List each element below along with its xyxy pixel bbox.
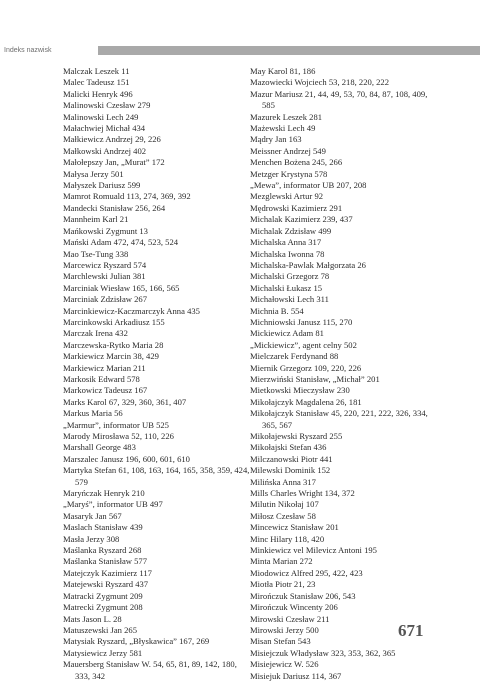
index-entry: Malczak Leszek 11 [63,66,130,76]
index-entry: Mirończuk Wincenty 206 [250,602,338,613]
index-entry: May Karol 81, 186 [250,66,316,76]
running-header-title: Indeks nazwisk [0,46,98,55]
index-entry: Matrecki Zygmunt 208 [63,602,143,613]
index-entry: Mickiewicz Adam 81 [250,328,324,339]
index-entry: Mażewski Lech 49 [250,123,316,134]
index-entry: Małyszek Dariusz 599 [63,180,141,191]
index-entry: Maryńczak Henryk 210 [63,488,145,499]
index-entry: „Marmur”, informator UB 525 [63,419,169,430]
index-entry: Mikołajczyk Magdalena 26, 181 [250,396,362,407]
index-entry: Matejczyk Kazimierz 117 [63,567,152,578]
index-entry: Maslach Stanisław 439 [63,522,143,533]
index-entry: Milewski Dominik 152 [250,465,331,476]
index-entry: Marshall George 483 [63,442,136,453]
index-entry: Marody Mirosława 52, 110, 226 [63,431,174,441]
index-entry: Matysiak Ryszard, „Błyskawica” 167, 269 [63,636,210,647]
index-entry: Michalak Kazimierz 239, 437 [250,214,353,225]
index-entry: Mazur Mariusz 21, 44, 49, 53, 70, 84, 87, 108, 409, 585 [250,88,428,111]
index-entry: Markiewicz Marian 211 [63,362,146,373]
index-entry: Markus Maria 56 [63,408,123,419]
index-entry: Maślanka Ryszard 268 [63,545,142,556]
index-column-left [63,66,251,682]
index-entry: Minc Hilary 118, 420 [250,533,325,544]
index-entry: Miotła Piotr 21, 23 [250,579,316,590]
index-entry: Milutin Nikołaj 107 [250,499,319,510]
index-entry: Misiejuk Dariusz 114, 367 [250,670,342,681]
index-entry: Mietkowski Mieczysław 230 [250,385,350,396]
index-entry: Mikołajewski Ryszard 255 [250,431,343,441]
index-entry: Mikołajski Stefan 436 [250,442,327,453]
index-entry: Mielczarek Ferdynand 88 [250,351,339,362]
index-entry: Marcewicz Ryszard 574 [63,259,147,270]
index-entry: Marczewska-Rytko Maria 28 [63,339,164,350]
index-entry: Michalska Anna 317 [250,237,322,248]
index-entry: Michalska-Pawlak Małgorzata 26 [250,259,366,270]
index-entry: Masaryk Jan 567 [63,510,122,521]
index-entry: Małkiewicz Andrzej 29, 226 [63,134,161,145]
index-entry: Markowicz Tadeusz 167 [63,385,148,396]
index-entry: Mazowiecki Wojciech 53, 218, 220, 222 [250,77,390,88]
index-entry: Michałowski Lech 311 [250,294,329,305]
index-entry: Mański Adam 472, 474, 523, 524 [63,237,179,248]
index-entry: Matejewski Ryszard 437 [63,579,149,590]
index-entry: Maślanka Stanisław 577 [63,556,148,567]
running-header [0,46,480,55]
index-entry: Małkowski Andrzej 402 [63,145,147,156]
index-entry: Marciniak Zdzisław 267 [63,294,148,305]
index-entry: Marks Karol 67, 329, 360, 361, 407 [63,396,187,407]
index-entry: Mezglewski Artur 92 [250,191,324,202]
index-column-right [250,66,438,682]
index-entry: Marcinkiewicz-Kaczmarczyk Anna 435 [63,305,200,316]
index-entry: Mierzwiński Stanisław, „Michał” 201 [250,373,380,384]
index-entry: Miernik Grzegorz 109, 220, 226 [250,362,362,373]
index-entry: Mądry Jan 163 [250,134,302,145]
index-entry: Misiejewicz W. 526 [250,659,319,670]
index-entry: Menchen Bożena 245, 266 [250,157,343,168]
index-entry: Mandecki Stanisław 256, 264 [63,202,166,213]
index-entry: Marczak Irena 432 [63,328,128,339]
index-entry: Mikołajczyk Stanisław 45, 220, 221, 222, 326, 334, 365, 567 [250,408,428,430]
index-entry: Minta Marian 272 [250,556,313,567]
index-entry: Miłosz Czesław 58 [250,510,316,521]
index-entry: Mamrot Romuald 113, 274, 369, 392 [63,191,191,202]
index-entry: Malec Tadeusz 151 [63,77,130,88]
index-entry: Mirończuk Stanisław 206, 543 [250,590,356,601]
index-entry: Miodowicz Alfred 295, 422, 423 [250,567,363,578]
index-entry: „Mickiewicz”, agent celny 502 [250,339,357,350]
index-entry: Matracki Zygmunt 209 [63,590,143,601]
index-entry: Michalski Grzegorz 78 [250,271,330,282]
index-entry: Mędrowski Kazimierz 291 [250,202,343,213]
index-entry: Misan Stefan 543 [250,636,311,647]
index-entry: Milczanowski Piotr 441 [250,453,333,464]
index-entry: Minkiewicz vel Milevicz Antoni 195 [250,545,377,556]
index-entry: Mincewicz Stanisław 201 [250,522,339,533]
index-entry: Mirowski Jerzy 500 [250,624,319,635]
index-entry: Mats Jason L. 28 [63,613,122,624]
index-entry: Markiewicz Marcin 38, 429 [63,351,159,362]
page-number: 671 [398,621,424,640]
index-entry: Mannheim Karl 21 [63,214,129,225]
index-entry: Michnia B. 554 [250,305,304,316]
index-entry: Marszalec Janusz 196, 600, 601, 610 [63,453,190,464]
index-entry: Michalska Iwonna 78 [250,248,325,259]
index-entry: Małachwiej Michał 434 [63,123,146,134]
index-entry: Matuszewski Jan 265 [63,624,137,635]
index-entry: Małołepszy Jan, „Murat” 172 [63,157,165,168]
index-entry: Mańkowski Zygmunt 13 [63,225,148,236]
index-entry: Michalak Zdzisław 499 [250,225,332,236]
index-entry: Marciniak Wiesław 165, 166, 565 [63,282,180,293]
index-entry: Mirowski Czesław 211 [250,613,330,624]
index-entry: Metzger Krystyna 578 [250,168,328,179]
index-entry: Mills Charles Wright 134, 372 [250,488,355,499]
index-entry: Masła Jerzy 308 [63,533,120,544]
index-entry: Michniowski Janusz 115, 270 [250,316,353,327]
index-entry: Michalski Łukasz 15 [250,282,323,293]
index-entry: Misiejczuk Władysław 323, 353, 362, 365 [250,647,396,658]
index-entry: Marcinkowski Arkadiusz 155 [63,316,165,327]
index-entry: „Mewa”, informator UB 207, 208 [250,180,367,191]
index-entry: Małysa Jerzy 501 [63,168,124,179]
index-entry: Mazurek Leszek 281 [250,111,323,122]
index-entry: Milińska Anna 317 [250,476,316,487]
index-entry: Mauersberg Stanisław W. 54, 65, 81, 89, 142, 180, 333, 342 [63,659,237,681]
index-entry: Markosik Edward 578 [63,373,140,384]
index-entry: Matysiewicz Jerzy 581 [63,647,143,658]
index-entry: Meissner Andrzej 549 [250,145,326,156]
index-entry: Malinowski Lech 249 [63,111,139,122]
index-entry: Martyka Stefan 61, 108, 163, 164, 165, 358, 359, 424, 579 [63,465,250,487]
index-entry: Malicki Henryk 496 [63,88,133,99]
index-entry: „Maryś”, informator UB 497 [63,499,163,510]
index-entry: Malinowski Czesław 279 [63,100,151,111]
index-entry: Mao Tse-Tung 338 [63,248,129,259]
index-entry: Marchlewski Julian 381 [63,271,146,282]
